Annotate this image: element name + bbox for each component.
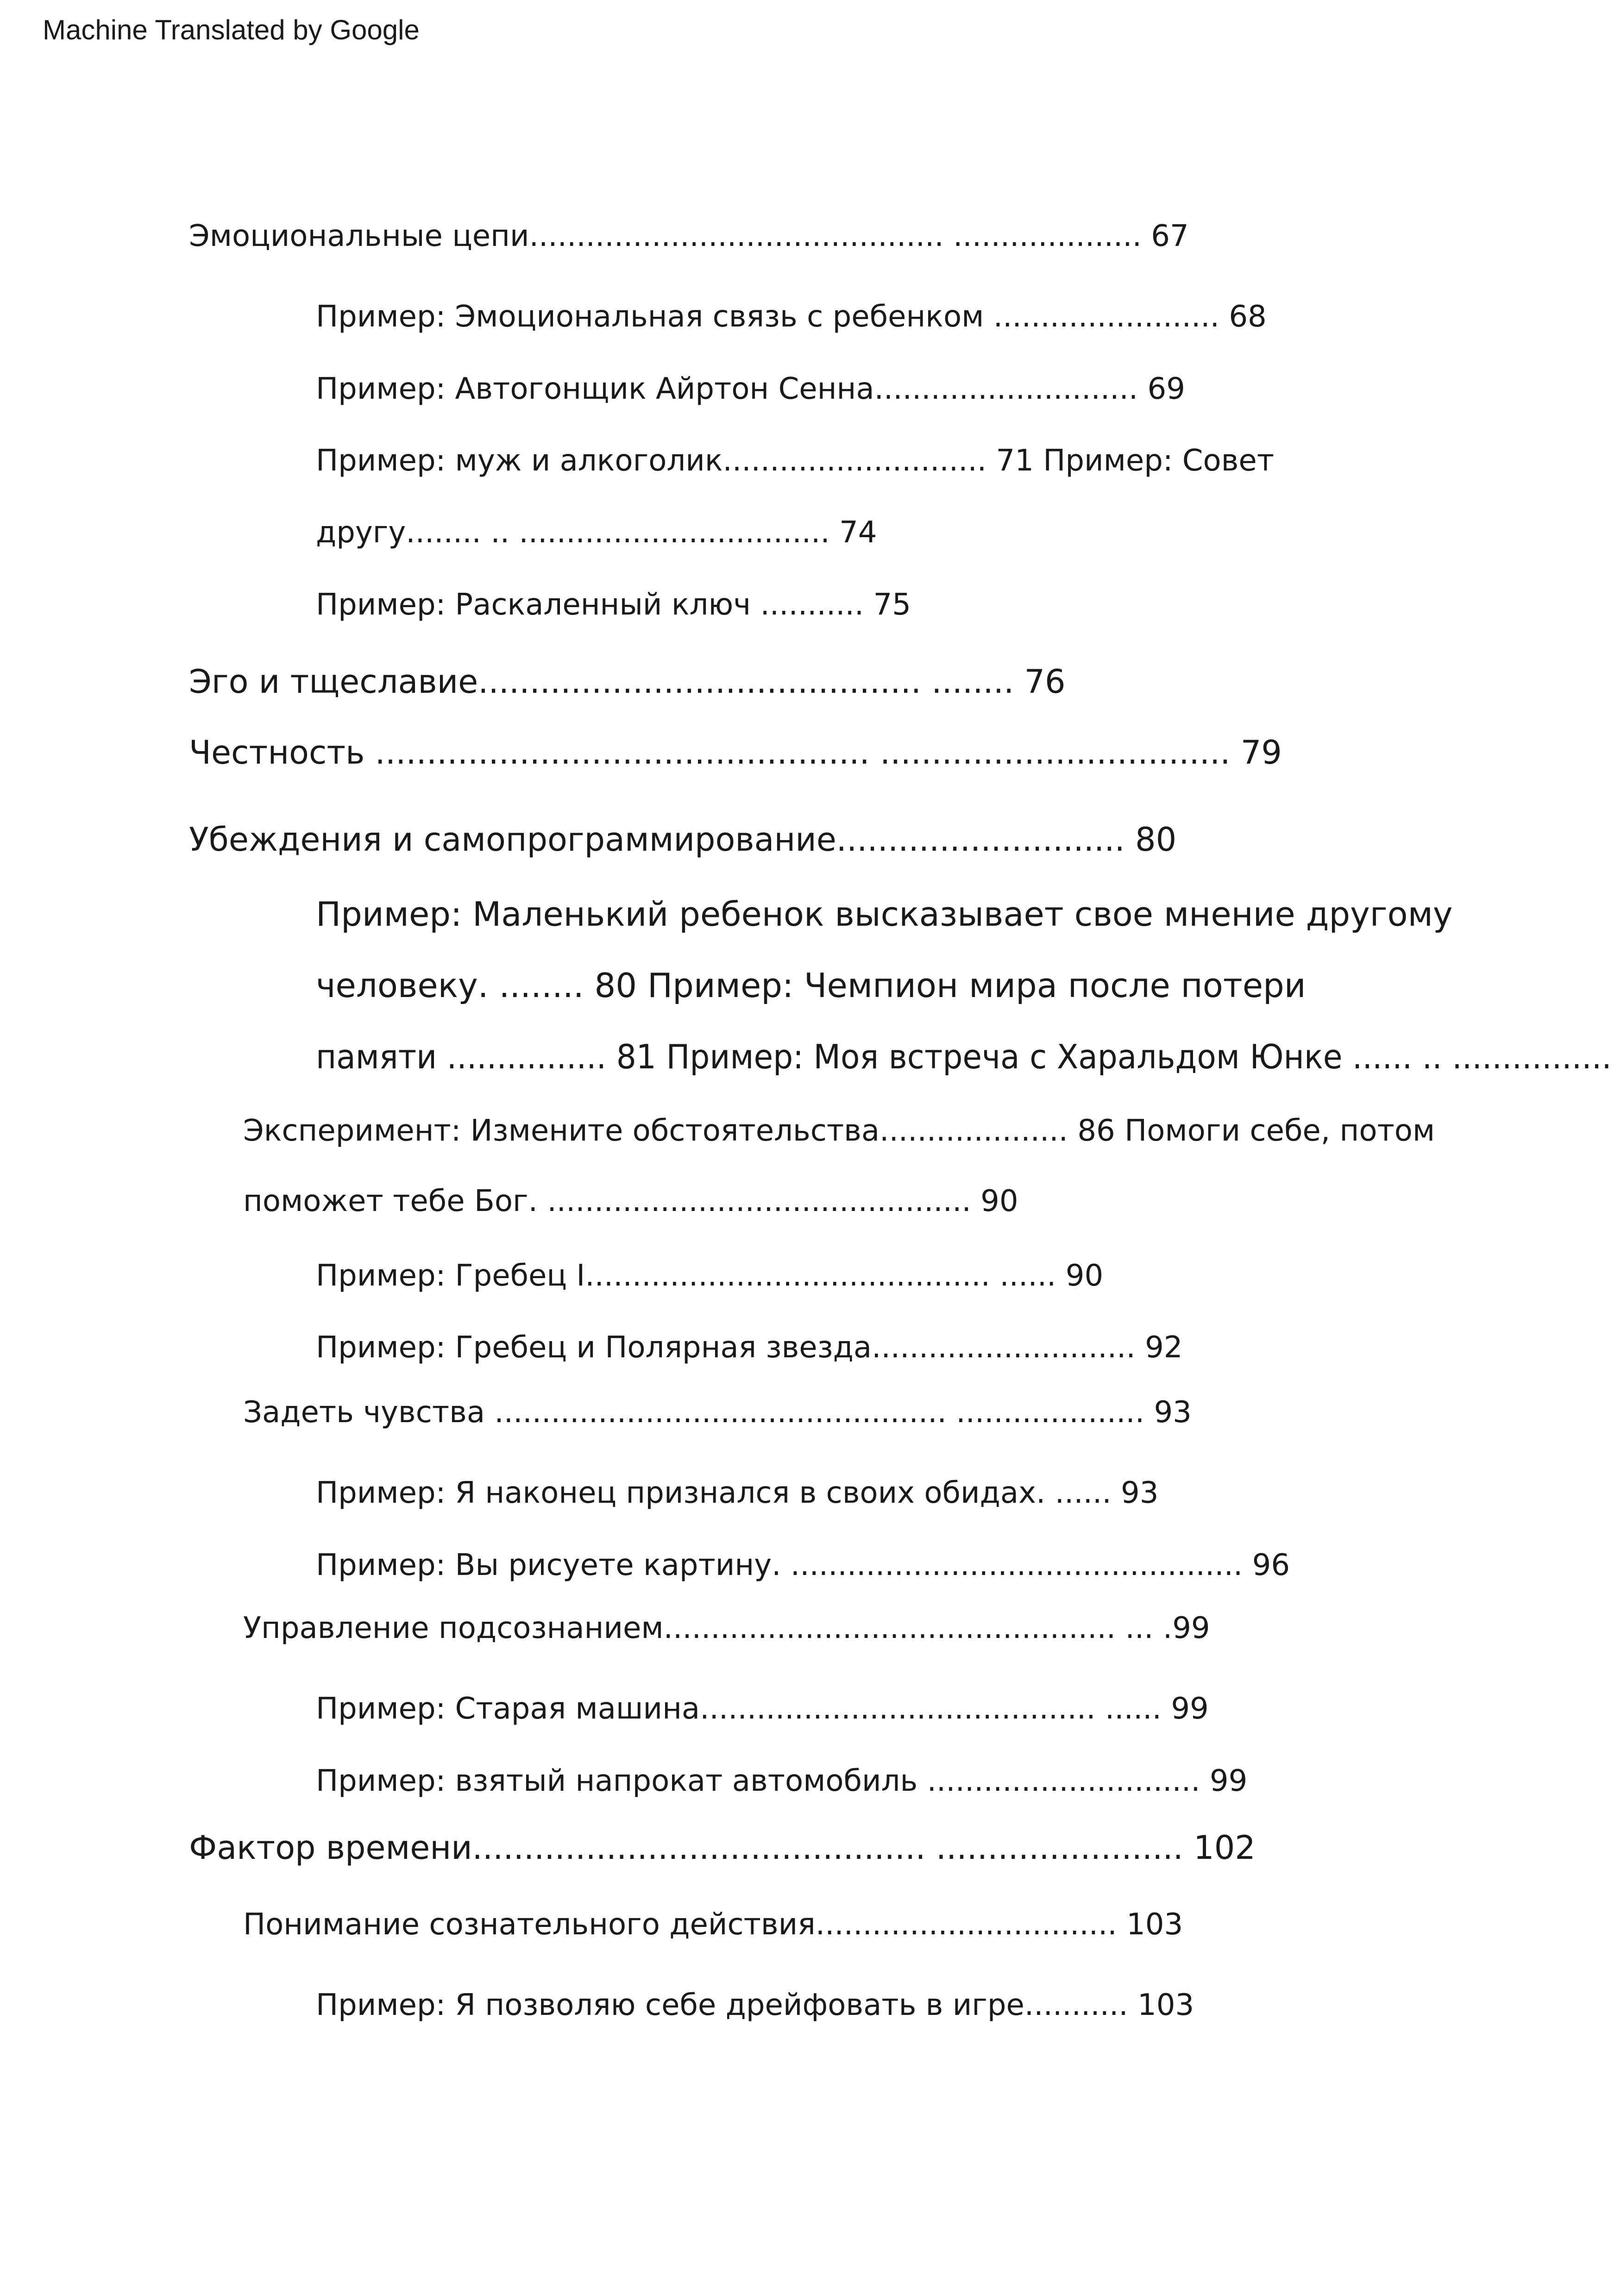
toc-entry: памяти ................ 81 Пример: Моя встреча с Харальдом Юнке ...... .. ................ [316,1037,1612,1076]
toc-entry: Пример: Старая машина.......................................... ...... 99 [316,1692,1209,1726]
toc-entry: человеку. ........ 80 Пример: Чемпион мира после потери [316,966,1306,1005]
toc-entry: Пример: муж и алкоголик............................ 71 Пример: Совет [316,444,1274,478]
toc-entry: Убеждения и самопрограммирование............................ 80 [189,821,1177,859]
toc-entry: Эксперимент: Измените обстоятельства.................... 86 Помоги себе, потом [243,1114,1435,1148]
toc-entry: Понимание сознательного действия................................ 103 [243,1907,1183,1942]
toc-entry: Эго и тщеславие........................................... ........ 76 [189,663,1066,701]
toc-entry: Пример: Я наконец признался в своих обидах. ...... 93 [316,1476,1159,1510]
toc-entry: Эмоциональные цепи............................................ .................... 67 [189,219,1189,253]
toc-entry: Пример: Гребец I........................................... ...... 90 [316,1259,1104,1293]
toc-entry: Пример: Эмоциональная связь с ребенком ........................ 68 [316,300,1267,334]
toc-entry: Управление подсознанием................................................ ... .99 [243,1611,1210,1645]
toc-entry: Фактор времени............................................ ........................ 102 [189,1829,1256,1867]
toc-entry: Пример: Автогонщик Айртон Сенна............................ 69 [316,372,1185,406]
toc-entry: поможет тебе Бог. ............................................. 90 [243,1184,1018,1218]
toc-entry: Пример: Я позволяю себе дрейфовать в игре........... 103 [316,1988,1194,2022]
toc-entry: Честность ................................................ .................................. 79 [189,734,1282,772]
toc-entry: Пример: Раскаленный ключ ........... 75 [316,588,911,622]
toc-entry: Пример: Вы рисуете картину. ................................................ 96 [316,1548,1290,1582]
toc-entry: Пример: Гребец и Полярная звезда............................ 92 [316,1330,1183,1365]
toc-entry: Задеть чувства ................................................ .................... 93 [243,1395,1192,1430]
toc-entry: Пример: взятый напрокат автомобиль ............................. 99 [316,1764,1248,1798]
toc-entry: Пример: Маленький ребенок высказывает свое мнение другому [316,895,1453,934]
machine-translation-banner: Machine Translated by Google [43,14,420,45]
toc-entry: другу........ .. ................................. 74 [316,515,877,550]
